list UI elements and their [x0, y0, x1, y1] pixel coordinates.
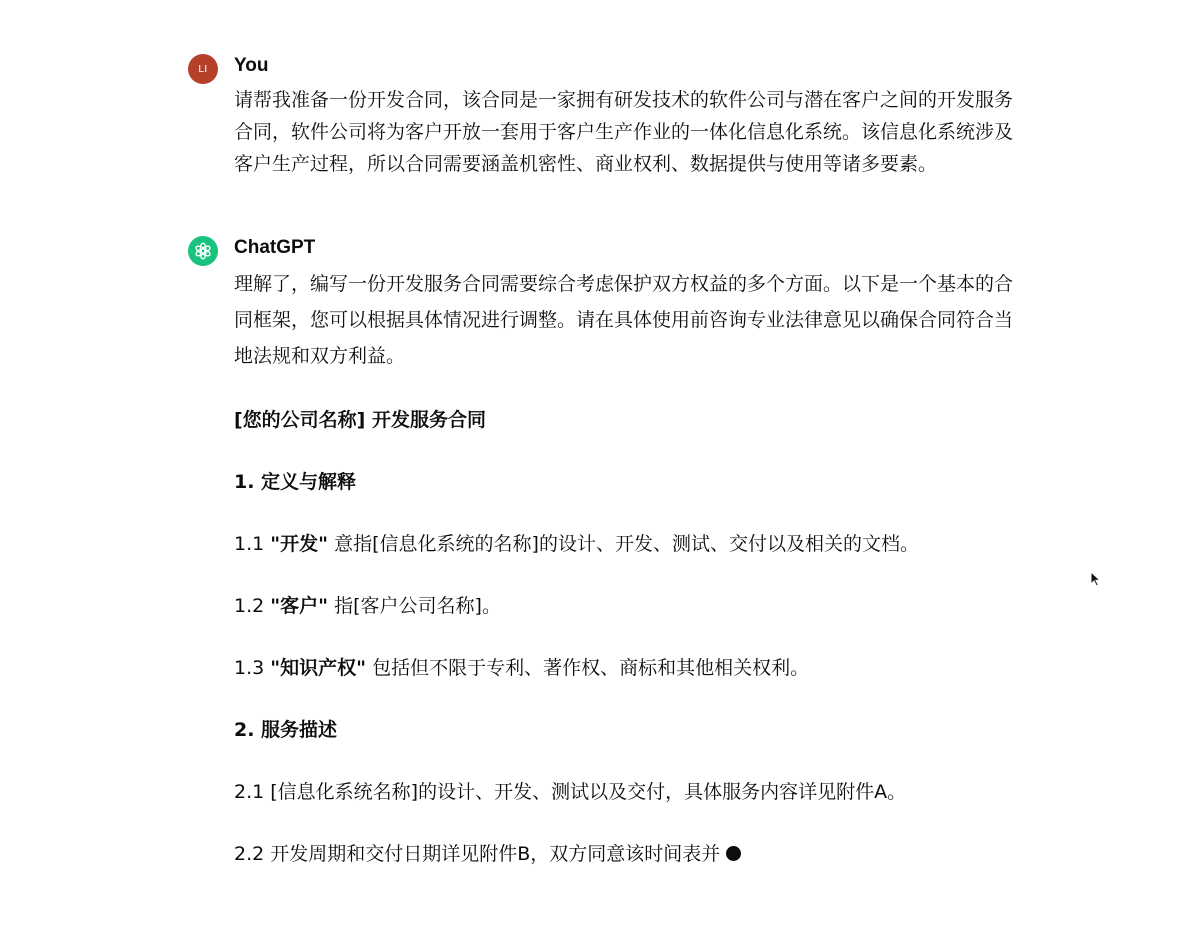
item-1-3-number: 1.3 — [234, 657, 271, 679]
user-message-text: 请帮我准备一份开发合同，该合同是一家拥有研发技术的软件公司与潜在客户之间的开发服务合同，软件公司将为客户开放一套用于客户生产作业的一体化信息化系统。该信息化系统涉及客户生产过程，所以合同需要涵盖机密性、商业权利、数据提供与使用等诸多要素。 — [234, 89, 1014, 175]
assistant-author-label: ChatGPT — [234, 237, 316, 258]
item-1-1-term: "开发" — [270, 533, 329, 555]
item-1-2 — [234, 592, 1028, 620]
item-1-1-number: 1.1 — [234, 533, 271, 555]
user-avatar[interactable] — [188, 54, 218, 84]
assistant-avatar — [188, 236, 218, 266]
item-1-2-text: 指[客户公司名称]。 — [328, 595, 501, 617]
item-1-1-text: 意指[信息化系统的名称]的设计、开发、测试、交付以及相关的文档。 — [328, 533, 919, 555]
user-message — [188, 52, 1028, 180]
item-2-2 — [234, 840, 1028, 868]
assistant-intro-text: 理解了，编写一份开发服务合同需要综合考虑保护双方权益的多个方面。以下是一个基本的合同框架，您可以根据具体情况进行调整。请在具体使用前咨询专业法律意见以确保合同符合当地法规和双方利益。 — [234, 273, 1014, 367]
openai-logo-icon — [193, 241, 213, 261]
section-1-heading: 1. 定义与解释 — [234, 471, 357, 493]
item-1-3-text: 包括但不限于专利、著作权、商标和其他相关权利。 — [366, 657, 810, 679]
user-avatar-initials: LI — [198, 63, 208, 75]
item-2-2-text: 2.2 开发周期和交付日期详见附件B，双方同意该时间表并 — [234, 843, 721, 865]
item-1-3 — [234, 654, 1028, 682]
section-2-heading: 2. 服务描述 — [234, 719, 338, 741]
streaming-dot-icon — [726, 846, 741, 861]
mouse-pointer-icon — [1090, 571, 1102, 587]
assistant-message — [188, 234, 1028, 868]
item-1-1 — [234, 530, 1028, 558]
contract-title: [您的公司名称] 开发服务合同 — [234, 409, 486, 431]
item-1-3-term: "知识产权" — [270, 657, 367, 679]
conversation-thread — [188, 52, 1028, 868]
item-1-2-term: "客户" — [270, 595, 329, 617]
user-author-label: You — [234, 55, 269, 76]
item-1-2-number: 1.2 — [234, 595, 271, 617]
item-2-1: 2.1 [信息化系统名称]的设计、开发、测试以及交付，具体服务内容详见附件A。 — [234, 781, 907, 803]
